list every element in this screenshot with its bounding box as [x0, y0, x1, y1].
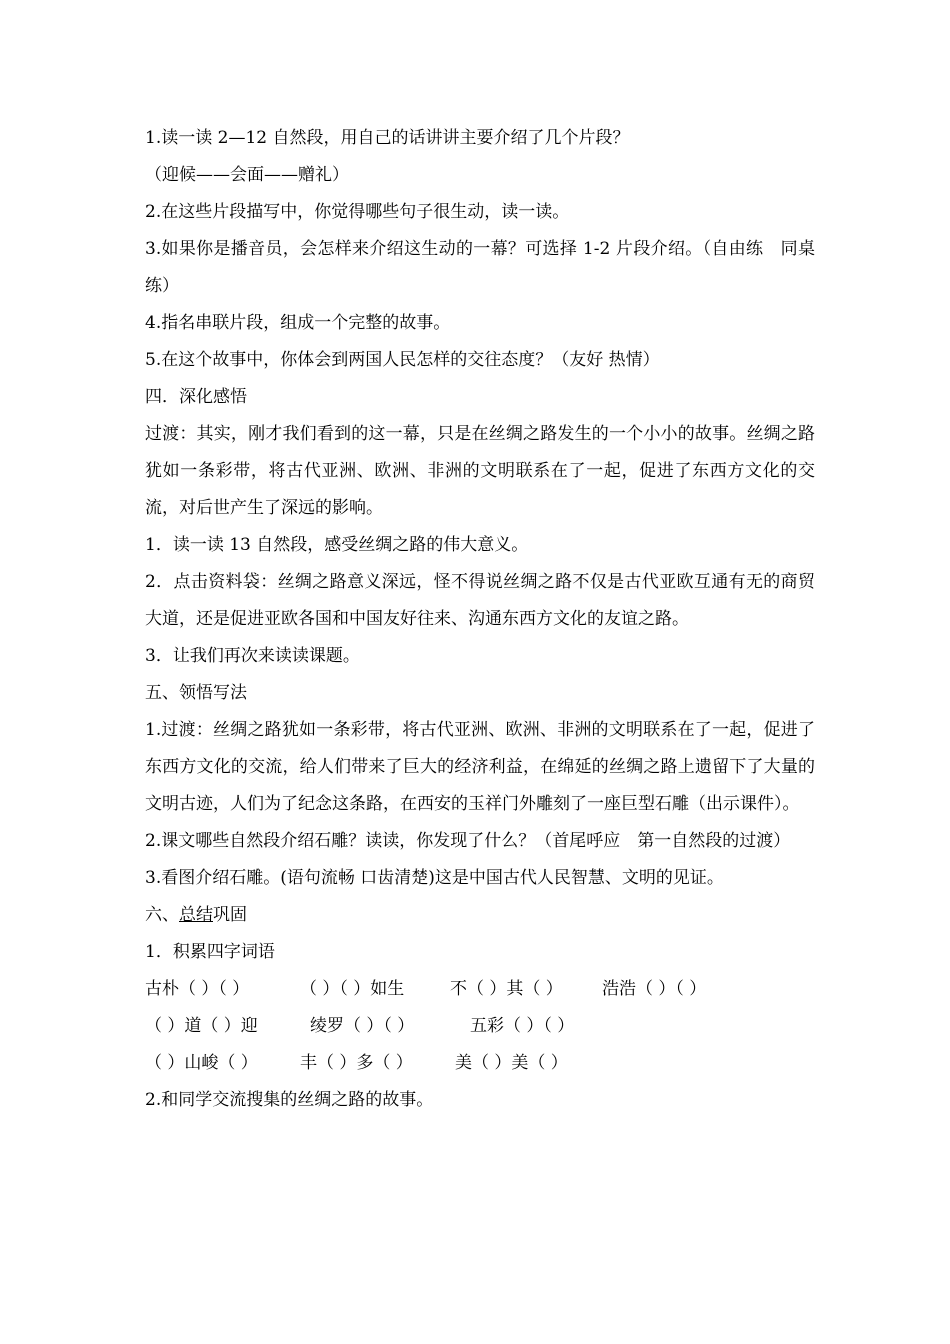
section-6-step-2: 2.和同学交流搜集的丝绸之路的故事。 [145, 1090, 434, 1110]
word-blank: 不（ ）其（ ） [450, 979, 563, 999]
section-6-underlined: 总结 [179, 905, 213, 925]
section-6-suffix: 巩固 [213, 905, 247, 925]
section-6-step-1: 1．积累四字词语 [145, 942, 275, 962]
step-1: 1.读一读 2—12 自然段，用自己的话讲讲主要介绍了几个片段？ [145, 128, 630, 148]
word-blank: 五彩（ ）（ ） [470, 1016, 575, 1036]
word-blank: 浩浩（ ）（ ） [602, 979, 707, 999]
word-row-1 [145, 971, 815, 1008]
word-blank: 美（ ）美（ ） [455, 1053, 568, 1073]
section-6-heading [145, 897, 815, 934]
step-2: 2.在这些片段描写中，你觉得哪些句子很生动，读一读。 [145, 202, 570, 222]
section-4-step-2: 2．点击资料袋：丝绸之路意义深远，怪不得说丝绸之路不仅是古代亚欧互通有无的商贸大道，还是促进亚欧各国和中国友好往来、沟通东西方文化的友谊之路。 [145, 572, 815, 629]
word-blank: （ ）（ ）如生 [300, 979, 405, 999]
document-page [145, 120, 815, 1119]
section-5-heading: 五、领悟写法 [145, 683, 247, 703]
step-3: 3.如果你是播音员，会怎样来介绍这生动的一幕？可选择 1-2 片段介绍。（自由练 同桌练） [145, 239, 815, 296]
section-6-prefix: 六、 [145, 905, 179, 925]
word-row-2 [145, 1008, 815, 1045]
word-blank: 丰（ ）多（ ） [300, 1053, 413, 1073]
word-blank: （ ）道（ ）迎 [145, 1016, 258, 1036]
section-4-step-3: 3．让我们再次来读读课题。 [145, 646, 360, 666]
word-blank: 绫罗（ ）（ ） [310, 1016, 415, 1036]
section-5-step-2: 2.课文哪些自然段介绍石雕？读读，你发现了什么？（首尾呼应 第一自然段的过渡） [145, 831, 791, 851]
section-5-step-3: 3.看图介绍石雕。(语句流畅 口齿清楚)这是中国古代人民智慧、文明的见证。 [145, 868, 724, 888]
section-4-transition: 过渡：其实，刚才我们看到的这一幕，只是在丝绸之路发生的一个小小的故事。丝绸之路犹如一条彩带，将古代亚洲、欧洲、非洲的文明联系在了一起，促进了东西方文化的交流，对后世产生了深远的影响。 [145, 424, 815, 518]
step-5: 5.在这个故事中，你体会到两国人民怎样的交往态度？（友好 热情） [145, 350, 660, 370]
section-4-heading: 四．深化感悟 [145, 387, 247, 407]
step-1-answer: （迎候——会面——赠礼） [145, 165, 349, 185]
section-4-step-1: 1．读一读 13 自然段，感受丝绸之路的伟大意义。 [145, 535, 529, 555]
word-row-3 [145, 1045, 815, 1082]
section-5-step-1: 1.过渡：丝绸之路犹如一条彩带，将古代亚洲、欧洲、非洲的文明联系在了一起，促进了东西方文化的交流，给人们带来了巨大的经济利益，在绵延的丝绸之路上遗留下了大量的文明古迹，人们为了纪念这条路，在西安的玉祥门外雕刻了一座巨型石雕（出示课件）。 [145, 720, 815, 814]
word-blank: （ ）山峻（ ） [145, 1053, 258, 1073]
step-4: 4.指名串联片段，组成一个完整的故事。 [145, 313, 451, 333]
word-blank: 古朴（ ）（ ） [145, 979, 250, 999]
